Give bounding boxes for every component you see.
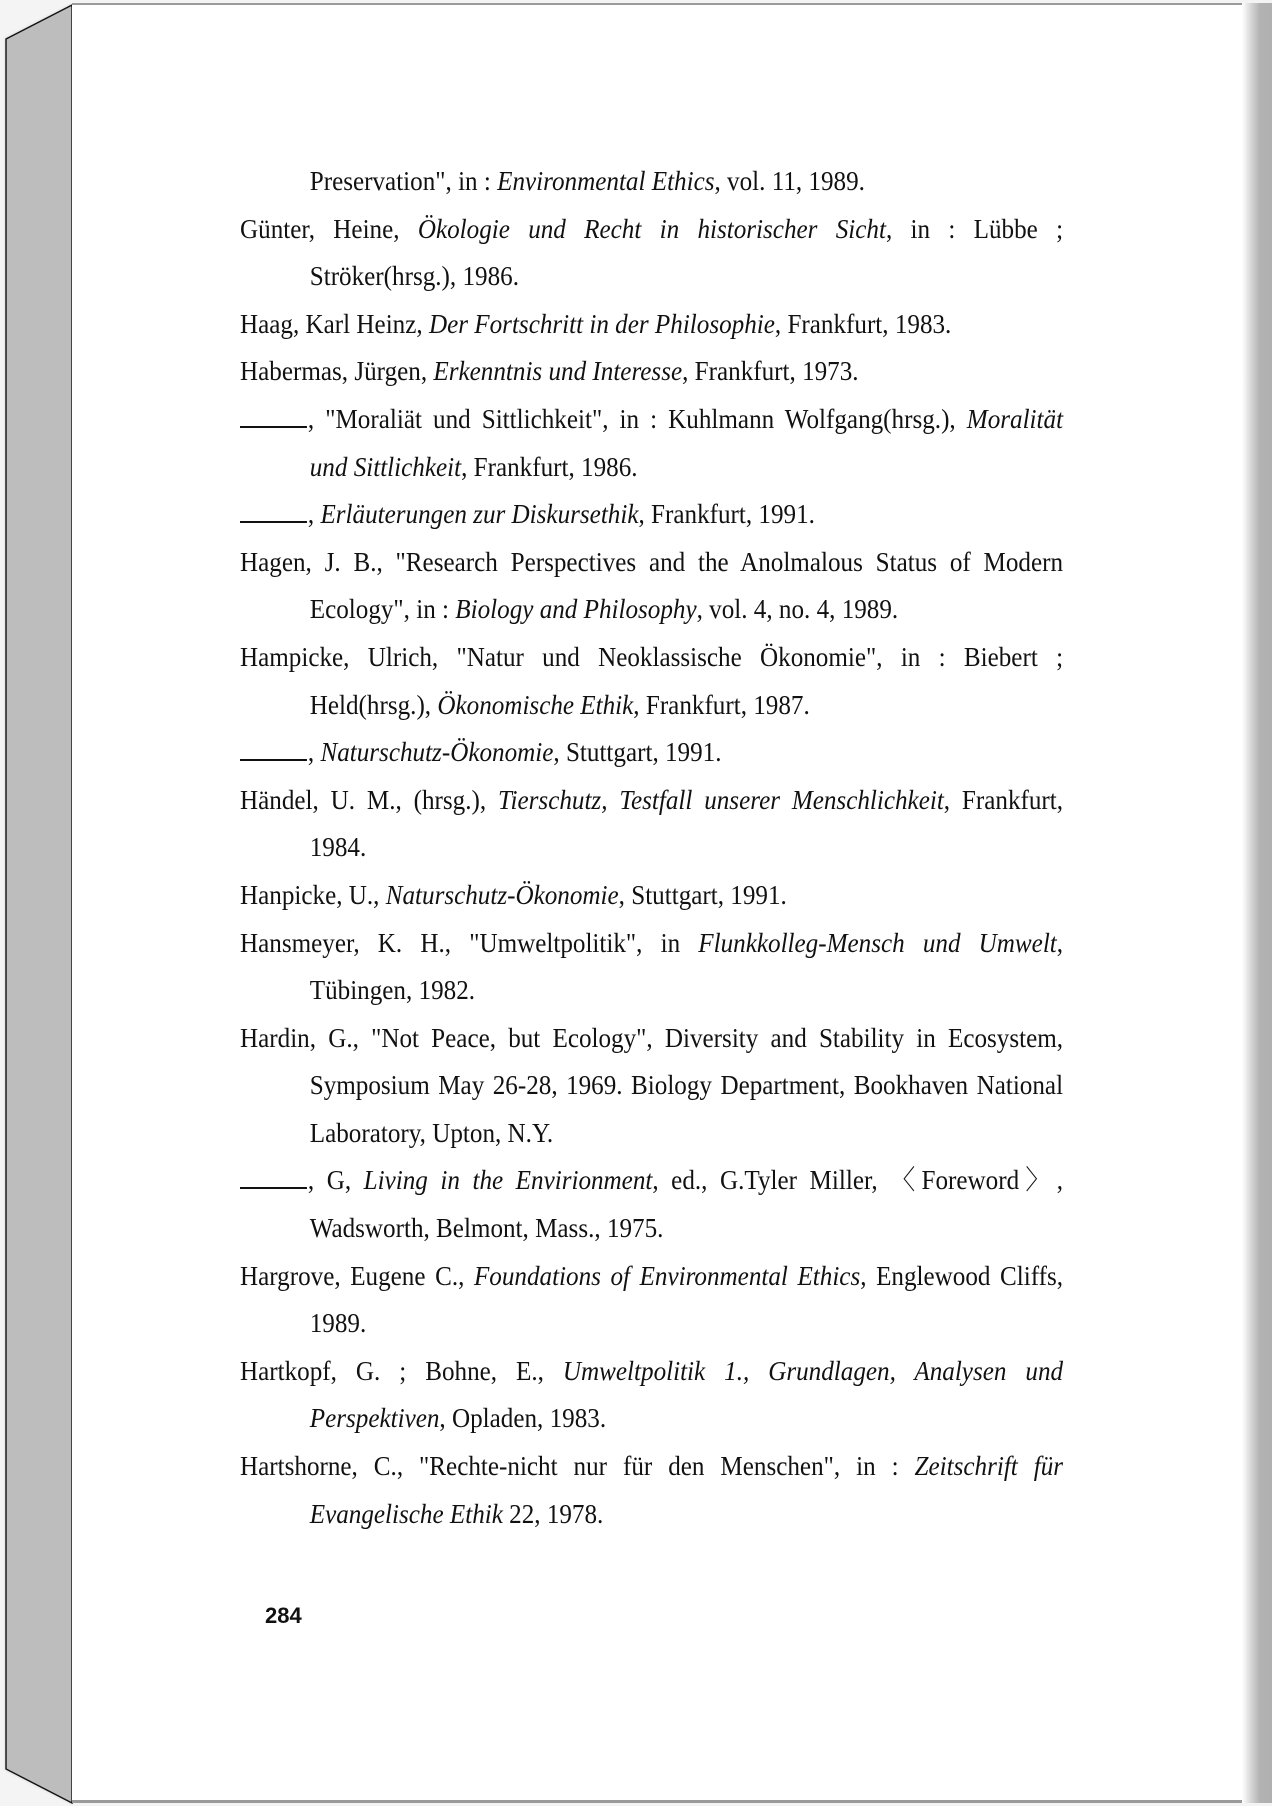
bibliography-entry: Hartkopf, G. ; Bohne, E., Umweltpolitik 1., Grundlagen, Analysen und Perspektiven, Opladen, 1983. <box>240 1355 1064 1434</box>
bibliography-entry-ditto: , G, Living in the Envirionment, ed., G.Tyler Miller, 〈Foreword〉, Wadsworth, Belmont, Mass., 1975. <box>240 1157 1063 1252</box>
page-number: 284 <box>265 1603 302 1628</box>
book-spine <box>0 0 80 1806</box>
bibliography-entry: Hagen, J. B., "Research Perspectives and the Anolmalous Status of Modern Ecology", in : Biology and Philosophy, vol. 4, no. 4, 1989. <box>240 546 1064 625</box>
bibliography-entry-continuation: Preservation", in : Environmental Ethics, vol. 11, 1989. <box>309 166 865 196</box>
bibliography-entry-ditto: , "Moraliät und Sittlichkeit", in : Kuhlmann Wolfgang(hrsg.), Moralität und Sittlichkeit, Frankfurt, 1986. <box>240 396 1063 491</box>
ditto-dash <box>240 418 307 428</box>
bibliography-entry: Hansmeyer, K. H., "Umweltpolitik", in Flunkkolleg-Mensch und Umwelt, Tübingen, 1982. <box>240 927 1064 1006</box>
bibliography-entry: Hanpicke, U., Naturschutz-Ökonomie, Stuttgart, 1991. <box>240 879 787 910</box>
bibliography-entry: Händel, U. M., (hrsg.), Tierschutz, Testfall unserer Menschlichkeit, Frankfurt, 1984. <box>240 784 1064 863</box>
bibliography-entry: Hampicke, Ulrich, "Natur und Neoklassische Ökonomie", in : Biebert ; Held(hrsg.), Ökonomische Ethik, Frankfurt, 1987. <box>240 641 1064 720</box>
bibliography-entry: Hartshorne, C., "Rechte-nicht nur für den Menschen", in : Zeitschrift für Evangelische Ethik 22, 1978. <box>240 1451 1064 1529</box>
bibliography-entry: Hargrove, Eugene C., Foundations of Environmental Ethics, Englewood Cliffs, 1989. <box>240 1260 1064 1339</box>
bibliography-entry: Günter, Heine, Ökologie und Recht in historischer Sicht, in : Lübbe ; Ströker(hrsg.), 1986. <box>240 213 1064 292</box>
bibliography-entry: Habermas, Jürgen, Erkenntnis und Interesse, Frankfurt, 1973. <box>240 356 859 387</box>
ditto-dash <box>240 513 307 523</box>
ditto-dash <box>240 1179 307 1189</box>
bibliography-entry-ditto: , Erläuterungen zur Diskursethik, Frankfurt, 1991. <box>240 491 1063 539</box>
ditto-dash <box>240 751 307 761</box>
bibliography-list <box>240 158 1063 1538</box>
bibliography-entry-ditto: , Naturschutz-Ökonomie, Stuttgart, 1991. <box>240 729 1063 777</box>
bibliography-entry: Haag, Karl Heinz, Der Fortschritt in der Philosophie, Frankfurt, 1983. <box>240 308 952 339</box>
bibliography-entry: Hardin, G., "Not Peace, but Ecology", Diversity and Stability in Ecosystem, Symposium May 26-28, 1969. Biology Department, Bookhaven National Laboratory, Upton, N.Y. <box>240 1022 1064 1148</box>
page-edge-shadow <box>1242 3 1272 1803</box>
